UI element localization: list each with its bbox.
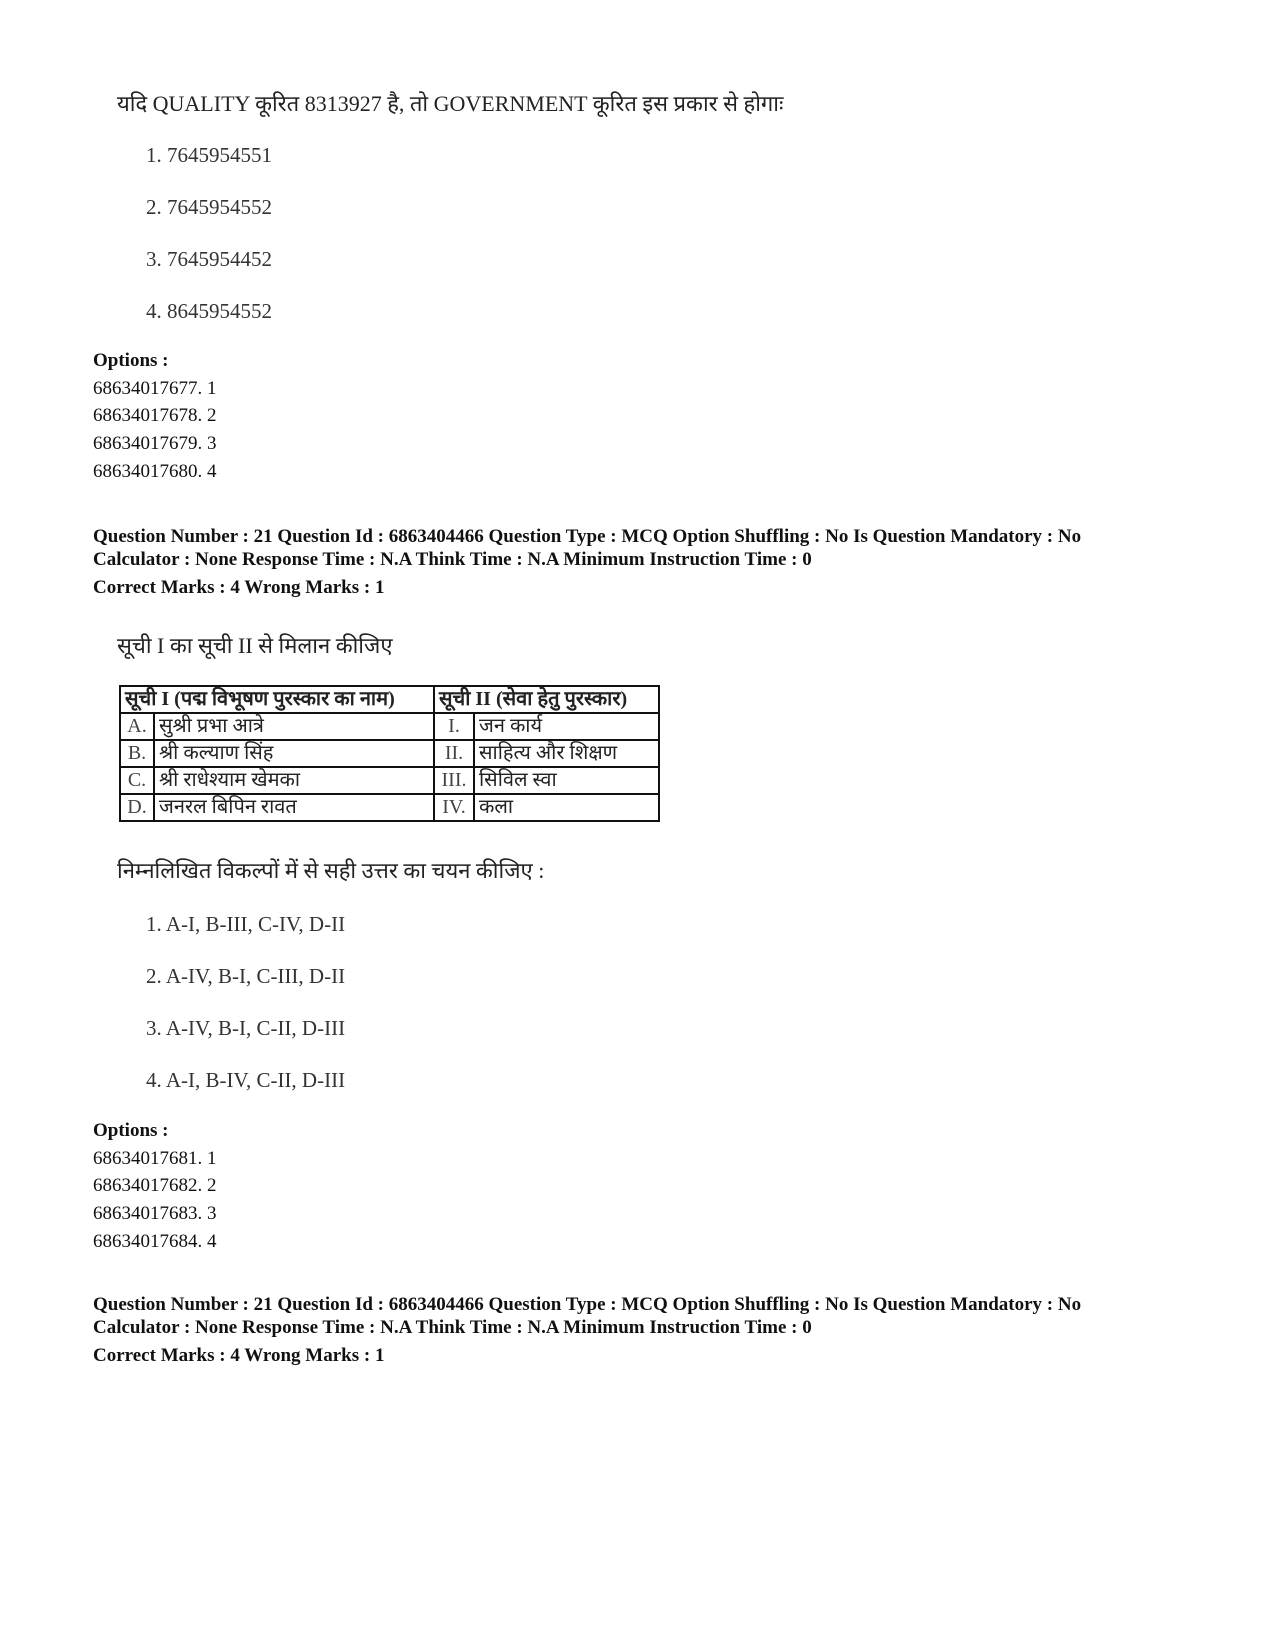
question-meta-line2: Calculator : None Response Time : N.A Think Time : N.A Minimum Instruction Time : 0 <box>93 1317 812 1338</box>
option-id-4: 68634017680. 4 <box>93 461 217 482</box>
awardee-name: श्री कल्याण सिंह <box>154 740 434 767</box>
options-label: Options : <box>93 350 169 371</box>
row-roman: I. <box>434 713 474 740</box>
question-stem: सूची I का सूची II से मिलान कीजिए <box>117 633 393 658</box>
option-id-1: 68634017677. 1 <box>93 378 217 399</box>
awardee-name: श्री राधेश्याम खेमका <box>154 767 434 794</box>
marks-line: Correct Marks : 4 Wrong Marks : 1 <box>93 577 385 598</box>
service-field: साहित्य और शिक्षण <box>474 740 659 767</box>
row-letter: D. <box>120 794 154 821</box>
service-field: कला <box>474 794 659 821</box>
answer-choice-1: 1. A-I, B-III, C-IV, D-II <box>146 912 346 936</box>
question-stem: यदि QUALITY कूरित 8313927 है, तो GOVERNMENT कूरित इस प्रकार से होगाः <box>117 91 784 116</box>
answer-choice-4: 4. 8645954552 <box>146 299 272 323</box>
option-id-1: 68634017681. 1 <box>93 1148 217 1169</box>
answer-choice-3: 3. A-IV, B-I, C-II, D-III <box>146 1016 346 1040</box>
row-letter: B. <box>120 740 154 767</box>
table-row <box>120 740 659 767</box>
table-header-row <box>120 686 659 713</box>
row-letter: A. <box>120 713 154 740</box>
question-meta-line2: Calculator : None Response Time : N.A Think Time : N.A Minimum Instruction Time : 0 <box>93 549 812 570</box>
table-row <box>120 713 659 740</box>
answer-choice-1: 1. 7645954551 <box>146 143 272 167</box>
list-2-header: सूची II (सेवा हेतु पुरस्कार) <box>434 686 659 713</box>
question-meta-line1: Question Number : 21 Question Id : 6863404466 Question Type : MCQ Option Shuffling : No Is Question Mandatory : No <box>93 1294 1082 1315</box>
service-field: जन कार्य <box>474 713 659 740</box>
options-label: Options : <box>93 1120 169 1141</box>
option-id-2: 68634017682. 2 <box>93 1175 217 1196</box>
answer-choice-2: 2. 7645954552 <box>146 195 272 219</box>
service-field: सिविल स्वा <box>474 767 659 794</box>
list-1-header: सूची I (पद्म विभूषण पुरस्कार का नाम) <box>120 686 434 713</box>
row-roman: II. <box>434 740 474 767</box>
row-letter: C. <box>120 767 154 794</box>
awardee-name: जनरल बिपिन रावत <box>154 794 434 821</box>
question-prompt: निम्नलिखित विकल्पों में से सही उत्तर का चयन कीजिए : <box>117 858 545 883</box>
option-id-3: 68634017679. 3 <box>93 433 217 454</box>
option-id-2: 68634017678. 2 <box>93 405 217 426</box>
option-id-4: 68634017684. 4 <box>93 1231 217 1252</box>
question-meta-line1: Question Number : 21 Question Id : 6863404466 Question Type : MCQ Option Shuffling : No Is Question Mandatory : No <box>93 526 1082 547</box>
table-row <box>120 794 659 821</box>
table-row <box>120 767 659 794</box>
match-table <box>119 685 660 822</box>
answer-choice-4: 4. A-I, B-IV, C-II, D-III <box>146 1068 346 1092</box>
marks-line: Correct Marks : 4 Wrong Marks : 1 <box>93 1345 385 1366</box>
answer-choice-2: 2. A-IV, B-I, C-III, D-II <box>146 964 346 988</box>
row-roman: IV. <box>434 794 474 821</box>
awardee-name: सुश्री प्रभा आत्रे <box>154 713 434 740</box>
row-roman: III. <box>434 767 474 794</box>
answer-choice-3: 3. 7645954452 <box>146 247 272 271</box>
option-id-3: 68634017683. 3 <box>93 1203 217 1224</box>
